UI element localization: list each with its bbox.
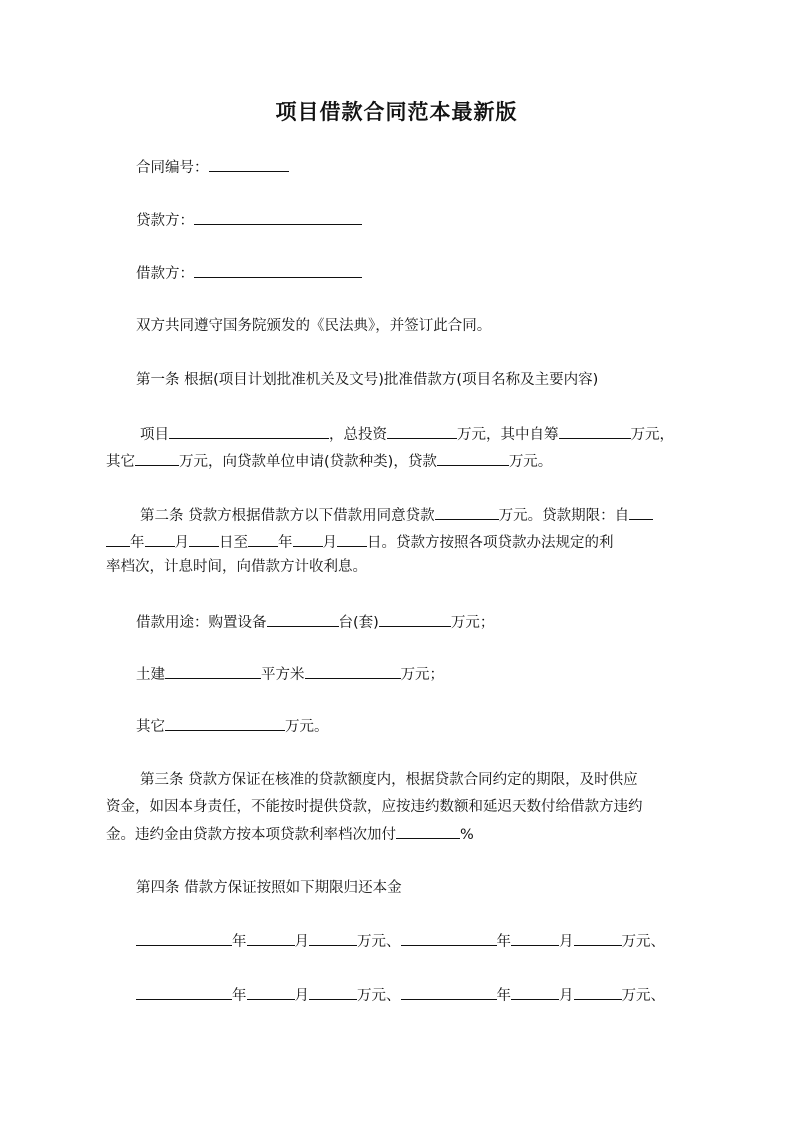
project-name-blank[interactable]	[169, 424, 329, 439]
article-2-text: 第二条 贷款方根据借款方以下借款用同意贷款	[140, 508, 435, 524]
repay-year-blank[interactable]	[136, 985, 232, 1000]
repay-month-blank[interactable]	[511, 985, 559, 1000]
repay-amount-blank[interactable]	[574, 985, 622, 1000]
contract-number-blank[interactable]	[209, 157, 289, 172]
equipment-qty-blank[interactable]	[267, 612, 339, 627]
year-text: 年	[232, 934, 247, 950]
article-2-line-2	[106, 532, 614, 553]
usage-equipment-line	[136, 612, 494, 633]
usage-equipment-label: 借款用途：购置设备	[136, 615, 267, 631]
penalty-rate-blank[interactable]	[396, 824, 460, 839]
repay-year-blank[interactable]	[136, 931, 232, 946]
repay-year-blank[interactable]	[401, 931, 497, 946]
month-text: 月	[294, 988, 309, 1004]
end-year-blank[interactable]	[248, 532, 278, 547]
unit-set-text: 台(套)	[338, 615, 379, 631]
repay-amount-blank[interactable]	[574, 931, 622, 946]
loan-application-text: 万元，向贷款单位申请(贷款种类)，贷款	[179, 454, 437, 470]
article-2-line-1	[140, 505, 653, 526]
contract-number-label: 合同编号：	[136, 160, 209, 176]
construction-area-blank[interactable]	[165, 664, 261, 679]
amount-unit-text: 万元、	[621, 934, 665, 950]
intro-paragraph: 双方共同遵守国务院颁发的《民法典》，并签订此合同。	[136, 318, 492, 334]
end-day-blank[interactable]	[337, 532, 367, 547]
contract-number-line	[136, 157, 289, 178]
unit-text: 万元。	[508, 454, 553, 470]
start-year-blank-cont[interactable]	[106, 532, 130, 547]
article-3-line-3	[106, 824, 474, 845]
article-1-line-1	[140, 424, 674, 445]
month-text: 月	[322, 535, 337, 551]
project-label: 项目	[140, 427, 169, 443]
repayment-schedule-row-2	[136, 985, 665, 1006]
loan-term-text: 万元。贷款期限：自	[498, 508, 630, 524]
amount-unit-text: 万元、	[357, 934, 401, 950]
approved-amount-blank[interactable]	[435, 505, 499, 520]
start-day-blank[interactable]	[189, 532, 219, 547]
unit-text: 万元；	[450, 615, 495, 631]
year-text: 年	[232, 988, 247, 1004]
percent-sign: %	[460, 827, 474, 843]
article-1-heading: 第一条 根据(项目计划批准机关及文号)批准借款方(项目名称及主要内容)	[136, 372, 599, 388]
month-text: 月	[174, 535, 189, 551]
total-investment-blank[interactable]	[387, 424, 457, 439]
sqm-text: 平方米	[261, 667, 305, 683]
start-month-blank[interactable]	[145, 532, 175, 547]
usage-other-line	[136, 716, 329, 737]
end-month-blank[interactable]	[293, 532, 323, 547]
year-text: 年	[130, 535, 145, 551]
repayment-schedule-row-1	[136, 931, 665, 952]
amount-unit-text: 万元、	[357, 988, 401, 1004]
usage-other-blank[interactable]	[165, 716, 285, 731]
amount-unit-text: 万元、	[621, 988, 665, 1004]
repay-amount-blank[interactable]	[309, 931, 357, 946]
repay-year-blank[interactable]	[401, 985, 497, 1000]
penalty-text: 金。违约金由贷款方按本项贷款利率档次加付	[106, 827, 396, 843]
equipment-amount-blank[interactable]	[379, 612, 451, 627]
interest-text: 日。贷款方按照各项贷款办法规定的利	[367, 535, 614, 551]
borrower-blank[interactable]	[194, 263, 362, 278]
article-1-line-2	[106, 451, 552, 472]
month-text: 月	[294, 934, 309, 950]
article-3-line-2: 资金，如因本身责任，不能按时提供贷款，应按违约数额和延迟天数付给借款方违约	[106, 799, 643, 815]
article-3-line-1: 第三条 贷款方保证在核准的贷款额度内，根据贷款合同约定的期限，及时供应	[140, 772, 638, 788]
loan-amount-blank[interactable]	[437, 451, 509, 466]
year-text: 年	[278, 535, 293, 551]
repay-month-blank[interactable]	[247, 985, 295, 1000]
borrower-label: 借款方：	[136, 266, 194, 282]
other-amount-blank[interactable]	[135, 451, 179, 466]
unit-text: 万元，	[630, 427, 674, 443]
month-text: 月	[559, 934, 574, 950]
year-text: 年	[496, 988, 511, 1004]
usage-other-label: 其它	[136, 719, 165, 735]
usage-construction-line	[136, 664, 444, 685]
year-text: 年	[496, 934, 511, 950]
self-raised-label: 万元，其中自筹	[457, 427, 559, 443]
construction-label: 土建	[136, 667, 165, 683]
lender-label: 贷款方：	[136, 213, 194, 229]
other-label: 其它	[106, 454, 135, 470]
total-investment-label: ，总投资	[329, 427, 387, 443]
article-2-line-3: 率档次，计息时间，向借款方计收利息。	[106, 559, 367, 575]
self-raised-blank[interactable]	[559, 424, 631, 439]
unit-text: 万元；	[400, 667, 444, 683]
start-year-blank[interactable]	[629, 505, 653, 520]
article-4-heading: 第四条 借款方保证按照如下期限归还本金	[136, 880, 402, 896]
repay-amount-blank[interactable]	[309, 985, 357, 1000]
borrower-line	[136, 263, 362, 284]
lender-blank[interactable]	[194, 210, 362, 225]
repay-month-blank[interactable]	[247, 931, 295, 946]
construction-amount-blank[interactable]	[305, 664, 401, 679]
unit-text: 万元。	[285, 719, 329, 735]
lender-line	[136, 210, 362, 231]
repay-month-blank[interactable]	[511, 931, 559, 946]
month-text: 月	[559, 988, 574, 1004]
day-to-text: 日至	[219, 535, 248, 551]
document-title: 项目借款合同范本最新版	[275, 100, 518, 124]
